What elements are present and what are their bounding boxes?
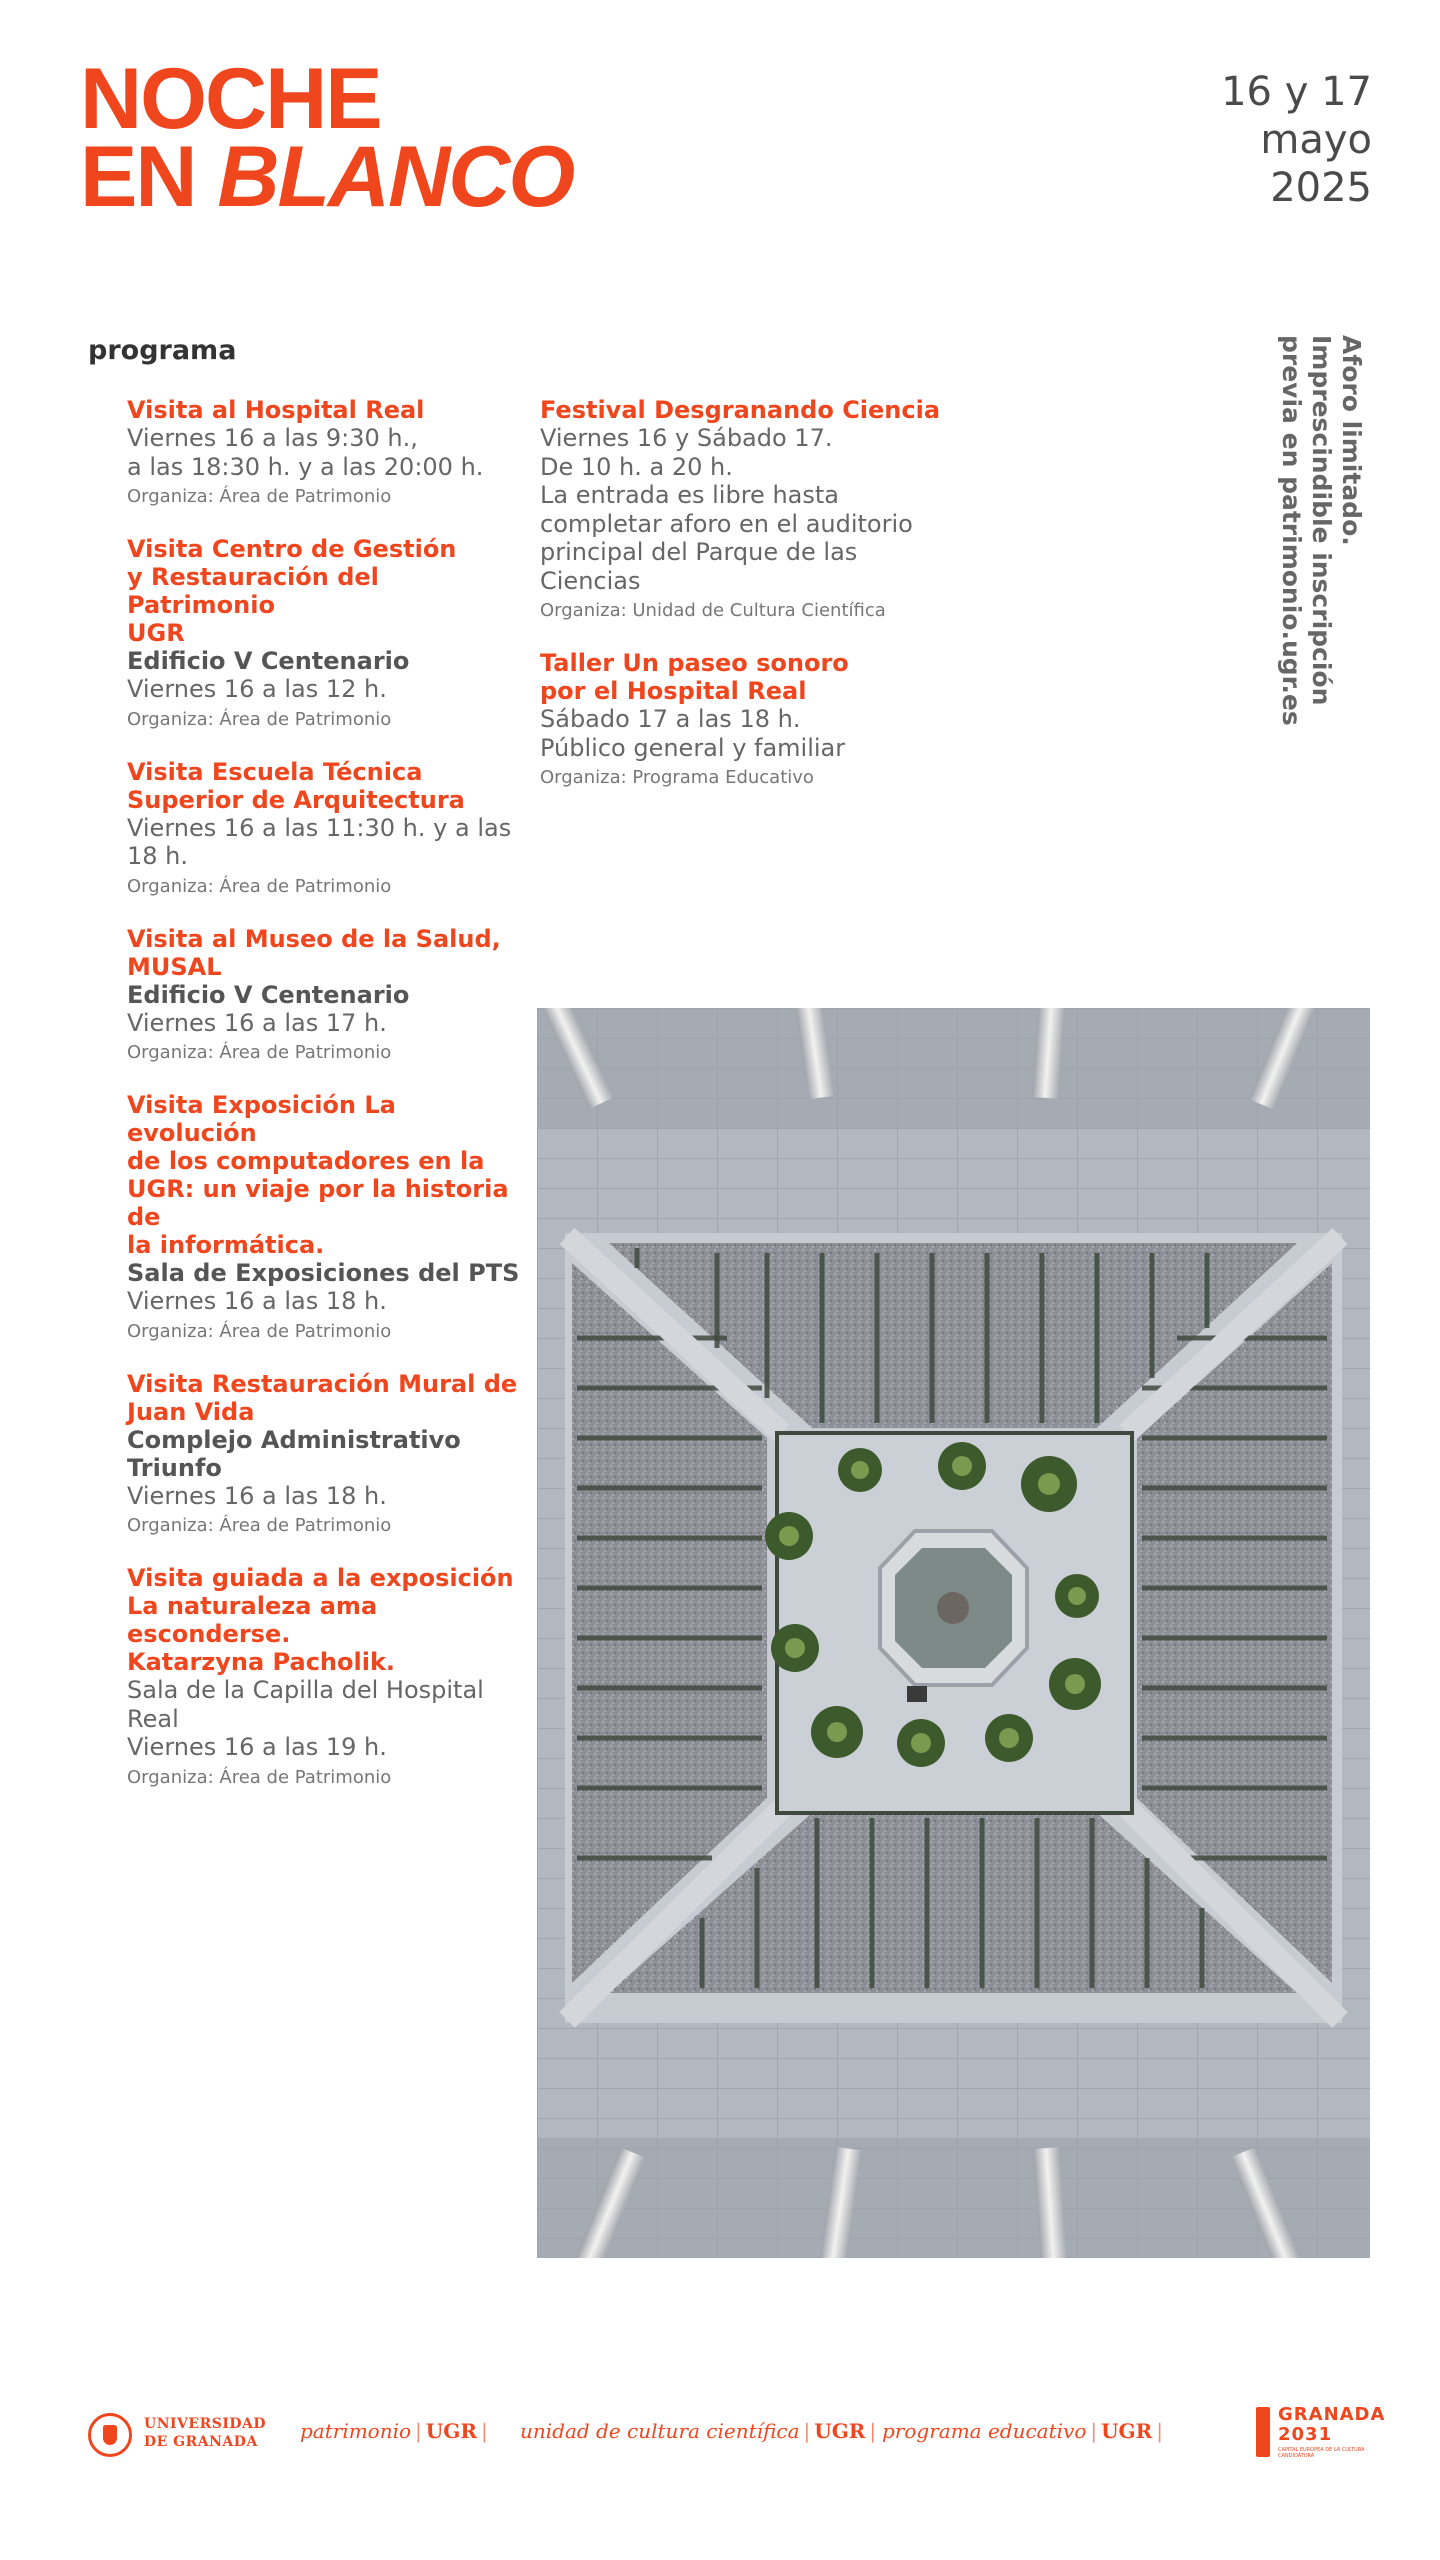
program-item-organizer: Organiza: Área de Patrimonio [127, 1766, 392, 1788]
program-item-organizer: Organiza: Unidad de Cultura Científica [540, 600, 886, 621]
program-item-organizer: Organiza: Programa Educativo [540, 767, 814, 788]
program-item-title: Visita Centro de Gestión y Restauración del Patrimonio UGR [127, 535, 457, 647]
programa-educativo-logo-suffix: UGR [1101, 2419, 1153, 2443]
title-line-1: NOCHE [80, 51, 381, 147]
program-item [540, 396, 960, 623]
program-item-schedule: Viernes 16 a las 12 h. [127, 675, 387, 703]
program-item-schedule: Viernes 16 a las 18 h. [127, 1287, 387, 1315]
program-item-organizer: Organiza: Área de Patrimonio [127, 875, 392, 897]
cultura-cientifica-logo: unidad de cultura científica | UGR | [520, 2419, 877, 2443]
patrimonio-logo-name: patrimonio [300, 2419, 412, 2443]
granada-2031-mark-icon [1256, 2407, 1270, 2457]
granada-2031-line-3: CAPITAL EUROPEA DE LA CULTURA · CANDIDATURA [1278, 2447, 1368, 2459]
program-item-schedule: Viernes 16 a las 11:30 h. y a las 18 h. [127, 813, 512, 870]
granada-2031-line-2: 2031 [1278, 2424, 1333, 2445]
footer [0, 2395, 1440, 2475]
program-item-schedule: Sala de la Capilla del Hospital Real Viernes 16 a las 19 h. [127, 1676, 484, 1761]
program-item-venue: Edificio V Centenario [127, 980, 410, 1009]
title-line-2-prefix: EN [80, 129, 218, 225]
capacity-note-line-1: Aforo limitado. [1337, 335, 1366, 546]
program-item-schedule: Sábado 17 a las 18 h. Público general y familiar [540, 705, 846, 762]
program-item-venue: Edificio V Centenario [127, 647, 410, 675]
program-item [127, 535, 527, 732]
program-item [127, 758, 527, 899]
title-line-2 [80, 129, 574, 225]
program-item-schedule: Viernes 16 a las 17 h. [127, 1008, 387, 1037]
program-item [127, 1091, 527, 1344]
program-item-title: Visita Escuela Técnica Superior de Arquitectura [127, 757, 465, 814]
ugr-seal-icon [88, 2413, 132, 2457]
program-item-organizer: Organiza: Área de Patrimonio [127, 1042, 392, 1063]
program-item [127, 396, 527, 509]
date-days: 16 y 17 [1221, 69, 1372, 115]
program-item-schedule: Viernes 16 a las 18 h. [127, 1481, 387, 1510]
program-item [127, 1564, 527, 1790]
capacity-note [1276, 335, 1366, 726]
programa-educativo-logo-name: programa educativo [882, 2419, 1087, 2443]
program-column-right [540, 396, 960, 816]
program-item-schedule: Viernes 16 y Sábado 17. De 10 h. a 20 h. La entrada es libre hasta completar aforo en el auditorio principal del Parque de las Ciencias [540, 424, 913, 595]
date-year: 2025 [1270, 165, 1372, 211]
event-title [80, 51, 574, 225]
program-item [540, 649, 960, 790]
program-item-organizer: Organiza: Área de Patrimonio [127, 486, 392, 507]
capacity-note-line-3: previa en patrimonio.ugr.es [1277, 335, 1306, 726]
program-item-title: Taller Un paseo sonoro por el Hospital Real [540, 649, 849, 705]
program-item-venue: Complejo Administrativo Triunfo [127, 1425, 461, 1482]
title-line-2-italic: BLANCO [217, 129, 574, 225]
program-item-title: Visita Exposición La evolución de los computadores en la UGR: un viaje por la historia de la informática. [127, 1091, 509, 1259]
cultura-cientifica-logo-name: unidad de cultura científica [520, 2419, 800, 2443]
program-item-organizer: Organiza: Área de Patrimonio [127, 1320, 392, 1342]
capacity-note-line-2: Imprescindible inscripción [1307, 335, 1336, 706]
ugr-logo-text [144, 2415, 294, 2451]
programa-heading: programa [88, 335, 237, 366]
program-item-title: Visita guiada a la exposición La naturaleza ama esconderse. Katarzyna Pacholik. [127, 1564, 514, 1676]
program-item-title: Visita Restauración Mural de Juan Vida [127, 1369, 518, 1426]
ugr-logo-line-2: DE GRANADA [144, 2434, 258, 2450]
programa-educativo-logo: programa educativo | UGR | [882, 2419, 1164, 2443]
program-item [127, 1370, 527, 1539]
date-month: mayo [1260, 117, 1372, 163]
patrimonio-logo-suffix: UGR [425, 2419, 477, 2443]
program-item-organizer: Organiza: Área de Patrimonio [127, 708, 392, 730]
granada-2031-logo [1256, 2403, 1386, 2463]
cultura-cientifica-logo-suffix: UGR [814, 2419, 866, 2443]
program-item-title: Festival Desgranando Ciencia [540, 396, 941, 424]
program-column-left [127, 396, 527, 1816]
program-item-organizer: Organiza: Área de Patrimonio [127, 1515, 392, 1536]
courtyard-aerial-photo [537, 1008, 1370, 2258]
ugr-logo-line-1: UNIVERSIDAD [144, 2416, 267, 2432]
granada-2031-line-1: GRANADA [1278, 2404, 1386, 2425]
program-item-title: Visita al Hospital Real [127, 396, 425, 424]
program-item [127, 925, 527, 1066]
program-item-venue: Sala de Exposiciones del PTS [127, 1259, 520, 1287]
program-item-title: Visita al Museo de la Salud, MUSAL [127, 924, 501, 981]
program-item-schedule: Viernes 16 a las 9:30 h., a las 18:30 h. y a las 20:00 h. [127, 424, 484, 481]
event-date [1221, 68, 1372, 212]
patrimonio-logo: patrimonio | UGR | [300, 2419, 488, 2443]
